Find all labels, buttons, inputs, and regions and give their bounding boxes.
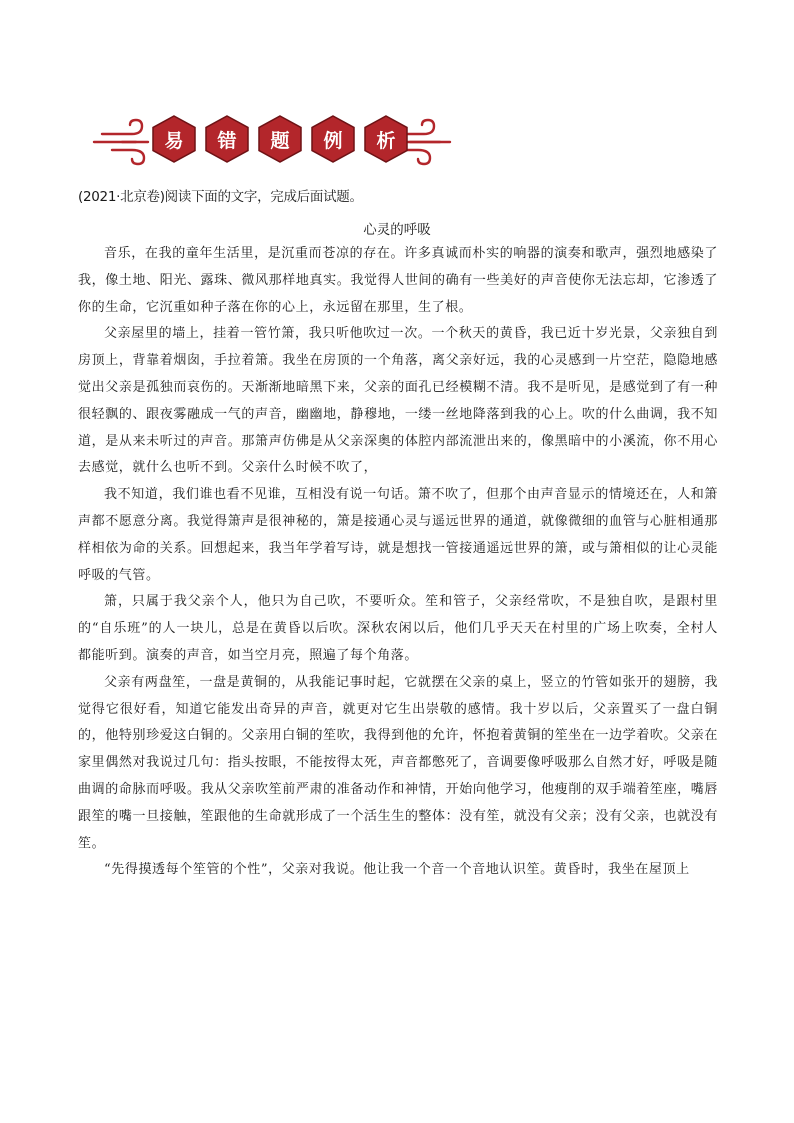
paragraph: “先得摸透每个笙管的个性”，父亲对我说。他让我一个音一个音地认识笙。黄昏时，我坐在屋顶上	[104, 862, 690, 878]
paragraph: 我不知道，我们谁也看不见谁，互相没有说一句话。箫不吹了，但那个由声音显示的情境还在，人和箫声都不愿意分离。我觉得箫声是很神秘的，箫是接通心灵与遥远世界的通道，就像微细的血管与心脏相通那样相依为命的关系。回想起来，我当年学着写诗，就是想找一管接通遥远世界的箫，或与箫相似的让心灵能呼吸的气管。	[78, 487, 718, 583]
banner-hex-4	[309, 115, 357, 163]
paragraph: 父亲屋里的墙上，挂着一管竹箫，我只听他吹过一次。一个秋天的黄昏，我已近十岁光景，父亲独自到房顶上，背靠着烟囱，手拉着箫。我坐在房顶的一个角落，离父亲好远，我的心灵感到一片空茫，隐隐地感觉出父亲是孤独而哀伤的。天渐渐地暗黑下来，父亲的面孔已经模糊不清。我不是听见，是感觉到了有一种很轻飘的、跟夜雾融成一气的声音，幽幽地，静穆地，一缕一丝地降落到我的心上。吹的什么曲调，我不知道，是从来未听过的声音。那箫声仿佛是从父亲深奥的体腔内部流泄出来的，像黑暗中的小溪流，你不用心去感觉，就什么也听不到。父亲什么时候不吹了，	[78, 326, 718, 476]
article-body	[78, 241, 718, 884]
banner-hex-1	[150, 115, 198, 163]
banner-char: 析	[376, 129, 396, 152]
banner-hex-5	[362, 115, 410, 163]
banner-char: 错	[217, 129, 237, 152]
banner-hex-3	[256, 115, 304, 163]
question-source-line: (2021·北京卷)阅读下面的文字，完成后面试题。	[78, 189, 363, 205]
article-title: 心灵的呼吸	[363, 222, 431, 238]
paragraph: 音乐，在我的童年生活里，是沉重而苍凉的存在。许多真诚而朴实的响器的演奏和歌声，强烈地感染了我，像土地、阳光、露珠、微风那样地真实。我觉得人世间的确有一些美好的声音使你无法忘却，它渗透了你的生命，它沉重如种子落在你的心上，永远留在那里，生了根。	[78, 246, 718, 315]
banner-hex-2	[203, 115, 251, 163]
banner-char: 例	[323, 129, 343, 152]
banner-title	[150, 115, 410, 165]
paragraph: 父亲有两盘笙，一盘是黄铜的，从我能记事时起，它就摆在父亲的桌上，竖立的竹管如张开的翅膀，我觉得它很好看，知道它能发出奇异的声音，就更对它生出崇敬的感情。我十岁以后，父亲置买了一盘白铜的，他特别珍爱这白铜的。父亲用白铜的笙吹，我得到他的允许，怀抱着黄铜的笙坐在一边学着吹。父亲在家里偶然对我说过几句：指头按眼，不能按得太死，声音都憋死了，音调要像呼吸那么自然才好，呼吸是随曲调的命脉而呼吸。我从父亲吹笙前严肃的准备动作和神情，开始向他学习，他瘦削的双手端着笙座，嘴唇跟笙的嘴一旦接触，笙跟他的生命就形成了一个活生生的整体：没有笙，就没有父亲；没有父亲，也就没有笙。	[78, 674, 718, 851]
banner-char: 题	[270, 129, 290, 152]
banner-char: 易	[164, 129, 184, 152]
paragraph: 箫，只属于我父亲个人，他只为自己吹，不要听众。笙和管子，父亲经常吹，不是独自吹，是跟村里的“自乐班”的人一块儿，总是在黄昏以后吹。深秋农闲以后，他们几乎天天在村里的广场上吹奏，全村人都能听到。演奏的声音，如当空月亮，照遍了每个角落。	[78, 594, 718, 663]
